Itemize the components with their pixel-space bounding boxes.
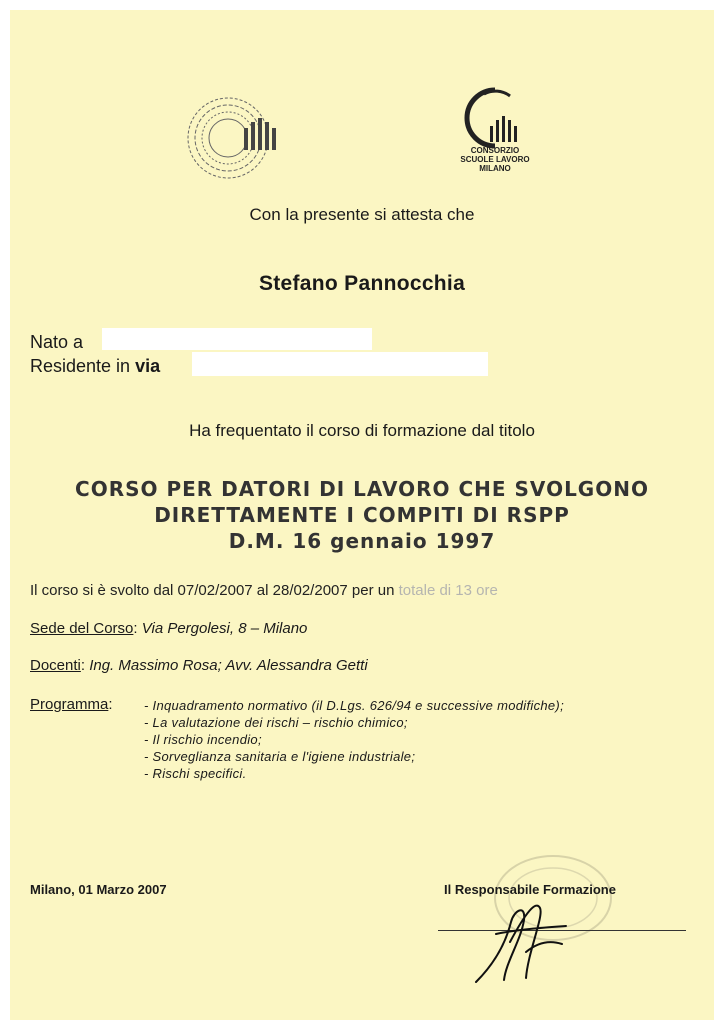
teachers-label: Docenti [30,657,81,674]
venue: Sede del Corso: Via Pergolesi, 8 – Milano [30,620,308,637]
attended-text: Ha frequentato il corso di formazione dal titolo [189,421,535,440]
resident-via: via [135,356,161,376]
signer-title: Il Responsabile Formazione [444,882,616,897]
resident-line [30,354,160,378]
intro-text: Con la presente si attesta che [249,205,475,224]
born-label: Nato a [30,332,84,352]
program-label-wrap: Programma: [30,696,113,713]
program-list [144,697,564,782]
course-dates [30,582,498,599]
redacted-birthplace [102,328,372,350]
program-item: - Il rischio incendio; [144,732,262,747]
logo-line-1: CONSORZIO [470,146,520,155]
course-title-line-1: CORSO PER DATORI DI LAVORO CHE SVOLGONO [75,477,649,501]
certificate-page [10,10,714,1020]
place-date: Milano, 01 Marzo 2007 [30,882,167,897]
handwritten-signature [466,882,586,992]
program-item: - La valutazione dei rischi – rischio chimico; [144,715,408,730]
logo-line-2: SCUOLE LAVORO [460,155,530,164]
course-total: totale di 13 ore [398,582,498,599]
redacted-address [192,352,488,376]
program-item: - Sorveglianza sanitaria e l'igiene industriale; [144,749,416,764]
course-title-line-3: D.M. 16 gennaio 1997 [228,529,496,553]
teachers: Docenti: Ing. Massimo Rosa; Avv. Alessandra Getti [30,657,368,674]
consorzio-logo [440,82,550,192]
teachers-value: Ing. Massimo Rosa; Avv. Alessandra Getti [89,657,368,674]
program-item: - Rischi specifici. [144,766,247,781]
course-dates-text: Il corso si è svolto dal 07/02/2007 al 28/02/2007 per un [30,582,395,599]
consorzio-logo-text [433,146,557,173]
resident-label: Residente in [30,356,131,376]
venue-label: Sede del Corso [30,620,134,637]
course-title [10,476,714,554]
program-item: - Inquadramento normativo (il D.Lgs. 626/94 e successive modifiche); [144,698,564,713]
venue-value: Via Pergolesi, 8 – Milano [141,620,308,637]
course-title-line-2: DIRETTAMENTE I COMPITI DI RSPP [154,503,570,527]
logo-line-3: MILANO [479,164,511,173]
recipient-name: Stefano Pannocchia [258,272,466,295]
program-label: Programma [30,696,109,713]
left-logo [182,88,302,188]
